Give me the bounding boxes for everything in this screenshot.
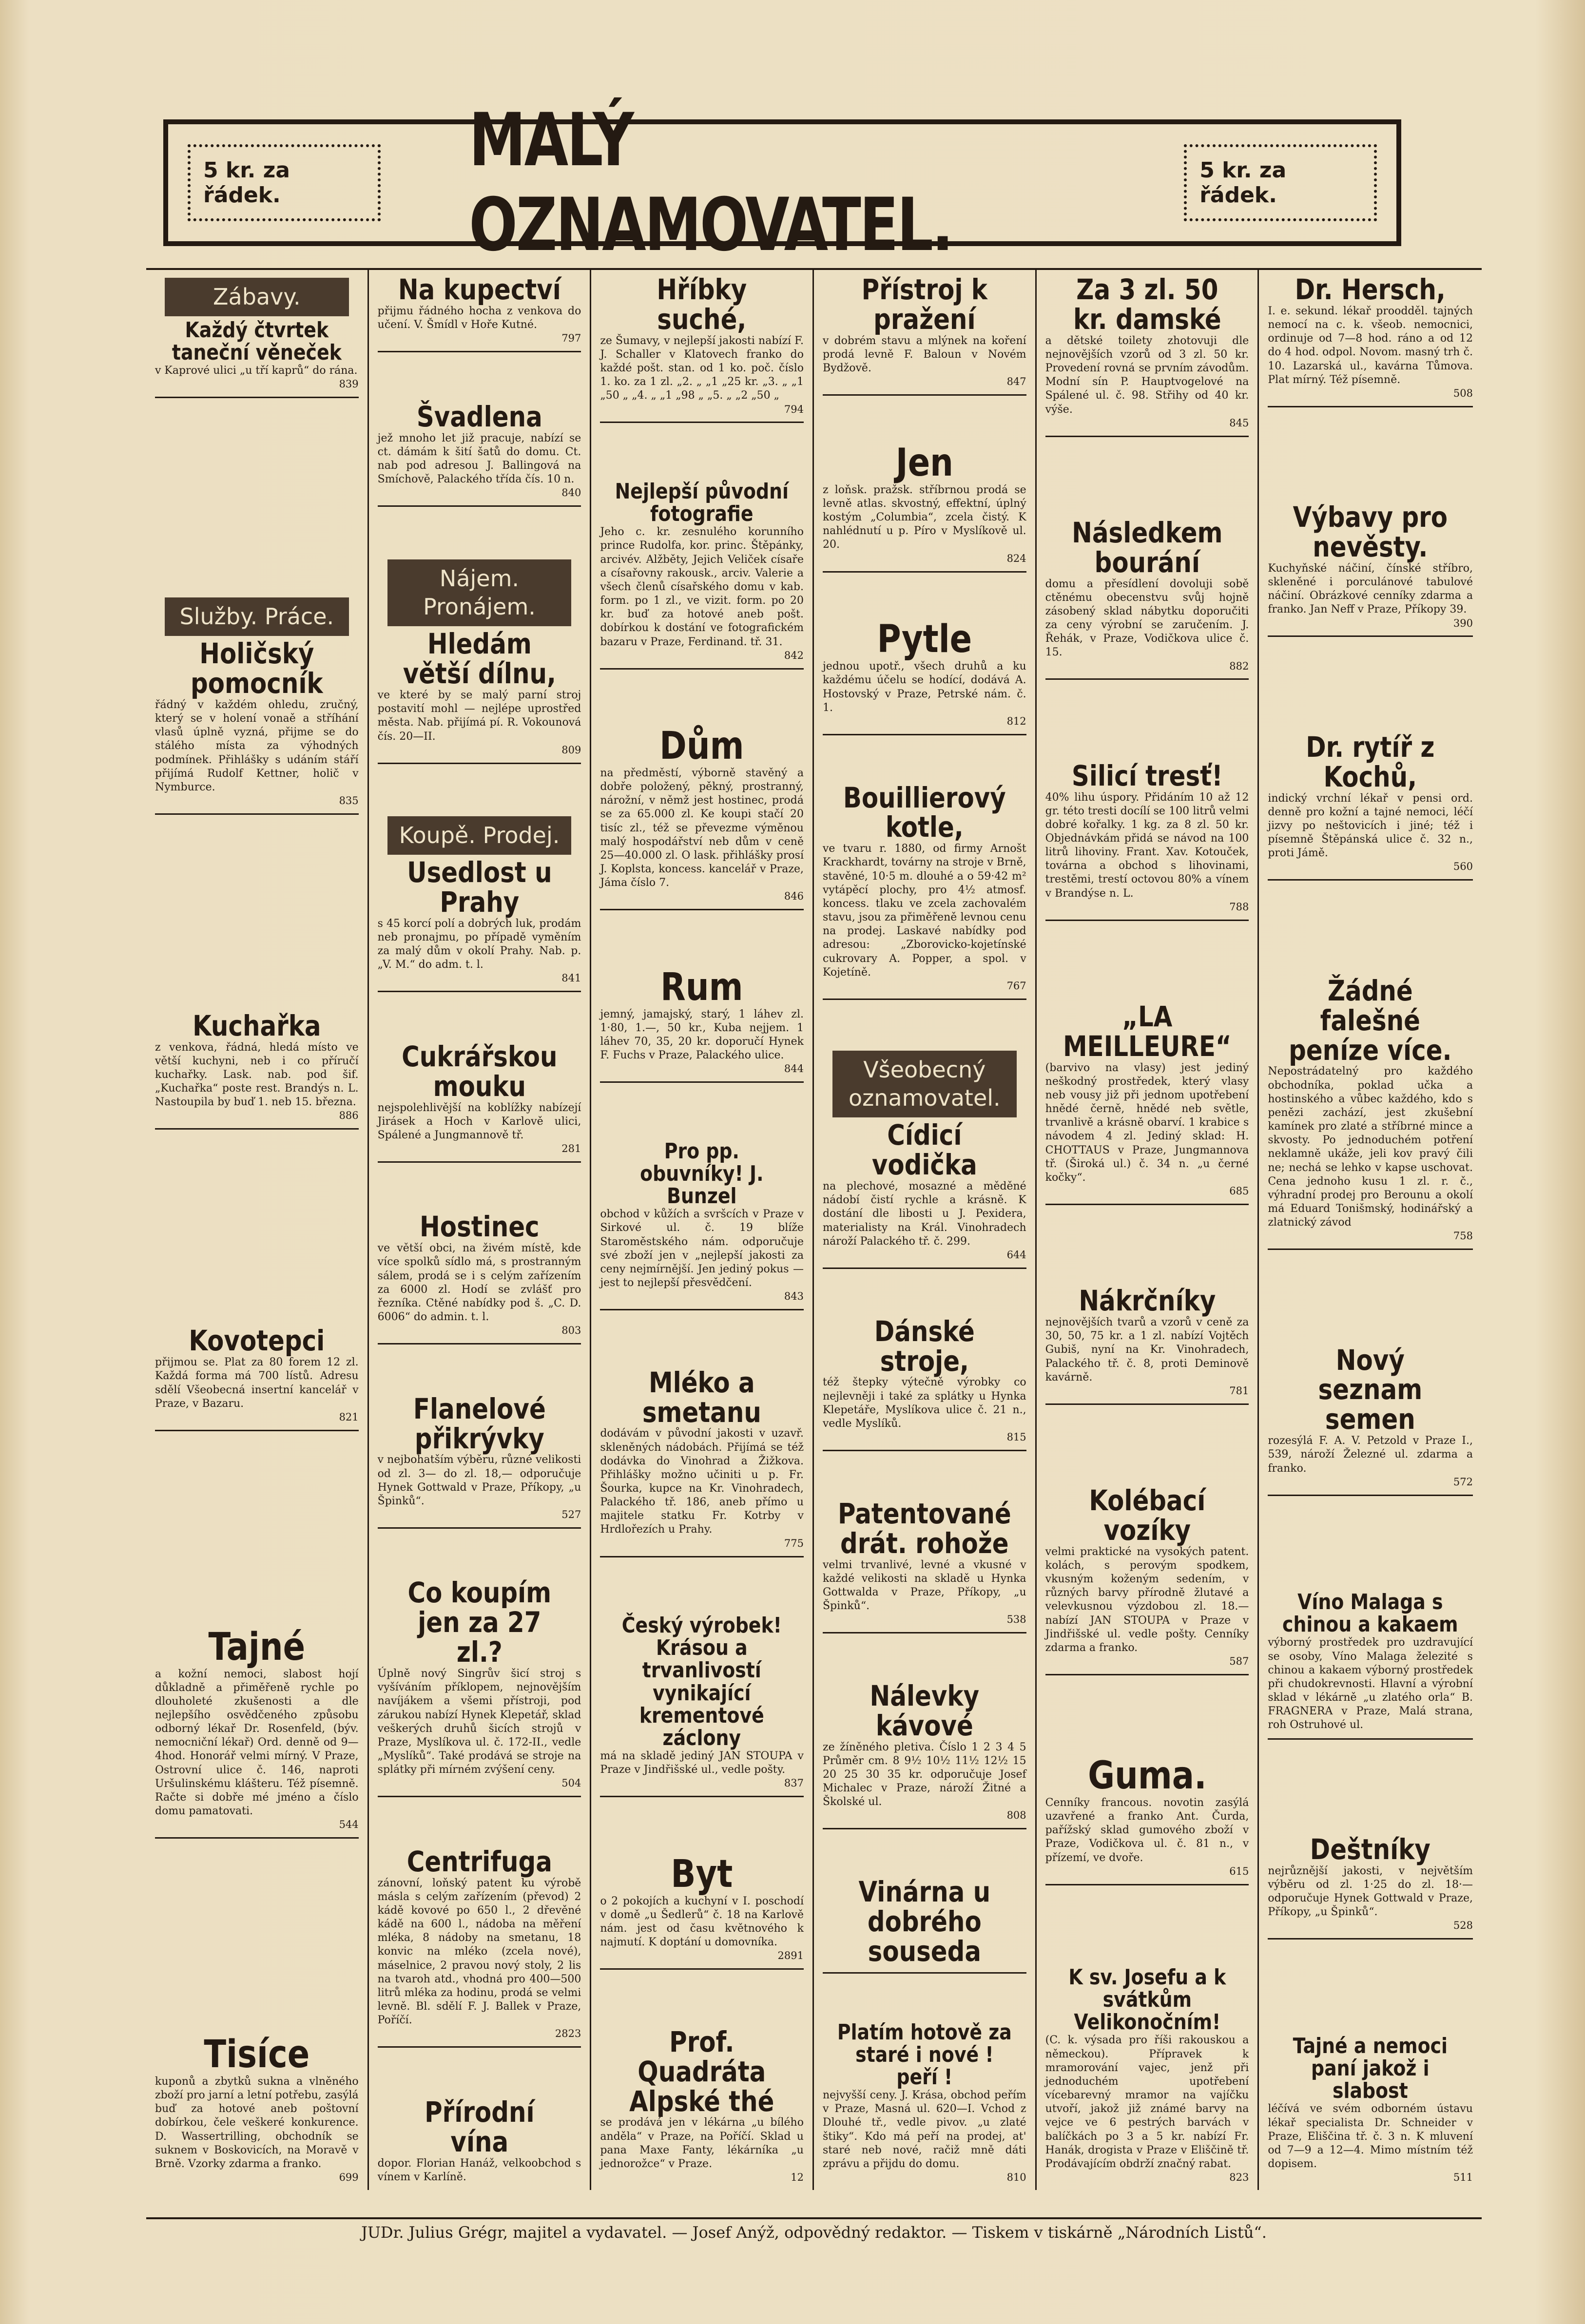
ad-number: 847: [1006, 376, 1026, 388]
ad-body: nejspolehlivější na koblížky nabízejí Jirásek a Hoch v Karlově ulici, Spálené a Jungmannově tř.: [377, 1101, 581, 1141]
ad-body: nejrůznější jakosti, v největším výběru od zl. 1·25 do zl. 18·— odporučuje Hynek Gottwald v Praze, Příkopy, „u Špinků“.: [1268, 1864, 1473, 1919]
classified-ad: [378, 552, 581, 764]
ad-number: 882: [1229, 660, 1249, 672]
classified-ad: [823, 1494, 1026, 1633]
ad-headline: Přírodní vína: [424, 2095, 535, 2158]
ad-body: přijmou se. Plat za 80 forem 12 zl. Každá forma má 700 lístů. Adresu sdělí Všeobecná insertní kancelář v Praze, v Bazaru.: [155, 1356, 359, 1410]
ad-headline: Tajné: [208, 1625, 306, 1669]
ad-headline: Hledám větší dílnu,: [403, 627, 556, 691]
ad-body: jemný, jamajský, starý, 1 láhev zl. 1·80, 1.—, 50 kr., Kuba nejjem. 1 láhev 70, 35, 20 kr. doporučí Hynek F. Fuchs v Praze, Palackého ulice.: [600, 1008, 804, 1062]
column-3: [591, 270, 814, 2190]
classified-ad: [823, 615, 1026, 735]
imprint-footer: JUDr. Julius Grégr, majitel a vydavatel. — Josef Anýž, odpovědný redaktor. — Tiskem v tiskárně „Národních Listů“.: [146, 2217, 1482, 2247]
classified-ad: [823, 1872, 1026, 1974]
ad-number: 845: [1229, 417, 1249, 429]
ad-number: 511: [1453, 2171, 1473, 2184]
classified-ad: [378, 1037, 581, 1163]
ad-number: 803: [561, 1325, 581, 1337]
column-1: [146, 270, 369, 2190]
ad-number: 844: [784, 1063, 804, 1075]
ad-headline: Tajné a nemoci paní jakož i slabost: [1293, 2033, 1448, 2104]
classified-ad: [823, 778, 1026, 1000]
classified-ad: [378, 1573, 581, 1797]
ad-number: 823: [1229, 2171, 1249, 2184]
ad-headline: Rum: [660, 965, 743, 1009]
ad-headline: Za 3 zl. 50 kr. damské: [1073, 273, 1221, 336]
column-6: [1259, 270, 1482, 2190]
ad-headline: Víno Malaga s chinou a kakaem: [1282, 1590, 1458, 1637]
ad-body: kuponů a zbytků sukna a vlněného zboží pro jarní a letní potřebu, zasýlá buď za hotové aneb poštovní dobírkou, čele veškeré konkurence. D. Wassertrilling, obchodník se suknem v Boskovicích, na Moravě v Brně. Vzorky zdarma a franko.: [155, 2075, 359, 2170]
classified-ad: [1268, 270, 1473, 407]
ad-number: 767: [1006, 980, 1026, 992]
ad-number: 544: [339, 1819, 359, 1831]
ad-body: Jeho c. kr. zesnulého korunního prince Rudolfa, kor. princ. Štěpánky, arcivév. Alžběty, Jejich Veliček císaře a císařovny rakousk., arciv. Valerie a všech členů císařského domu v kab. form. po 1 zl., ve vizit. form. po 20 kr. buď za hotové aneb pošt. dobírkou k dostání ve fotografickém bazaru v Praze, Ferdinand. tř. 31.: [600, 526, 804, 648]
classified-ad: [823, 270, 1026, 396]
classified-ad: [155, 1006, 359, 1130]
ad-headline: K sv. Josefu a k svátkům Velikonočním!: [1068, 1964, 1226, 2035]
classified-ad: [600, 270, 804, 423]
ad-body: výborný prostředek pro uzdravující se osoby, Víno Malaga železité s chinou a kakaem výborný prostředek při chudokrevnosti. Hlavní a výrobní sklad v lékárně „u zlatého orla“ B. FRAGNERA v Praze, Malá strana, roh Ostruhové ul.: [1268, 1636, 1473, 1731]
ad-headline: Dr. Hersch,: [1295, 273, 1446, 306]
ad-headline: Následkem bourání: [1071, 516, 1223, 579]
ad-headline: Kuchařka: [193, 1009, 321, 1042]
classified-ad: [378, 270, 581, 352]
ad-body: rozesýlá F. A. V. Petzold v Praze I., 539, nároží Železné ul. zdarma a franko.: [1268, 1435, 1473, 1475]
ad-body: nejnovějších tvarů a vzorů v ceně za 30, 50, 75 kr. a 1 zl. nabízí Vojtěch Gubiš, nyní na Kr. Vinohradech, Palackého tř. č. 8, proti Deminově kavárně.: [1045, 1316, 1249, 1383]
section-title: MALÝ OZNAMOVATEL.: [469, 98, 952, 268]
ad-body: s 45 korcí polí a dobrých luk, prodám neb pronajmu, po případě vyměním za malý dům v okolí Prahy. Nab. p. „V. M.“ do adm. t. l.: [377, 917, 581, 971]
ad-body: na předměstí, výborně stavěný a dobře položený, pěkný, prostranný, nárožní, v němž jest hostinec, prodá se za 65.000 zl. Ke koupi stačí 20 tisíc zl., též se převezme výměnou malý hospodářství neb dům v ceně 25—40.000 zl. O lask. přihlášky prosí J. Koplsta, koncess. kancelář v Praze, Jáma číslo 7.: [600, 767, 804, 889]
ad-number: 699: [339, 2171, 359, 2184]
classified-ad: [823, 1043, 1026, 1269]
ad-headline: Holičský pomocník: [191, 637, 323, 700]
ad-headline: Nový seznam semen: [1318, 1343, 1423, 1436]
ad-body: (barvivo na vlasy) jest jediný neškodný prostředek, který vlasy neb vousy již při jednom upotřebení hnědé černě, hnědé neb světle, trvanlivě a krásně obarví. 1 krabice s návodem 4 zl. Jediný sklad: H. CHOTTAUS v Praze, Jungmannova tř. (Široká ul.) č. 34 n. „u černé kočky“.: [1045, 1061, 1249, 1184]
ad-body: Úplně nový Singrův šicí stroj s vyšíváním příklopem, nejnovějším navíjákem a všemi přístroji, pod zárukou nabízí Hynek Klepetář, sklad veškerých druhů šicích strojů v Praze, Myslíkova ul. č. 172-II., vedle „Myslíků“. Také prodává se stroje na splátky při mírném zvýšení ceny.: [377, 1668, 581, 1776]
ad-headline: Guma.: [1087, 1754, 1207, 1798]
ad-headline: Každý čtvrtek taneční věneček: [172, 317, 342, 365]
ad-body: jednou upotř., všech druhů a ku každému účelu se hodící, dodává A. Hostovský v Praze, Petrské nám. č. 1.: [822, 660, 1026, 714]
ad-headline: Jen: [895, 441, 953, 485]
classified-ad: [823, 439, 1026, 573]
classified-ad: [600, 722, 804, 910]
ad-number: 886: [339, 1110, 359, 1122]
ad-headline: Vinárna u dobrého souseda: [858, 1875, 991, 1968]
classified-ad: [378, 397, 581, 507]
ad-number: 835: [339, 794, 359, 807]
ad-number: 528: [1453, 1920, 1473, 1932]
classified-ad: [155, 2030, 359, 2190]
ad-headline: Přístroj k pražení: [861, 273, 987, 336]
classified-ad: [823, 1312, 1026, 1451]
ad-body: ve tvaru r. 1880, od firmy Arnošt Krackhardt, továrny na stroje v Brně, stavěné, 10·5 m. dlouhé a o 59·42 m² vytápěcí plochy, pro 4½ atmosf. koncess. tlaku ve zcela zachovalém stavu, jsou za přiměřeně levnou cenu na prodej. Laskavé nabídky pod adresou: „Zborovicko-kojetínské cukrovary A. Popper, a spol. v Kojetíně.: [822, 843, 1026, 979]
ad-headline: Pytle: [877, 617, 972, 662]
ad-headline: Dánské stroje,: [874, 1314, 975, 1378]
classified-ad: [600, 963, 804, 1083]
ad-headline: Dr. rytíř z Kochů,: [1306, 730, 1435, 793]
ad-number: 587: [1229, 1655, 1249, 1668]
ad-body: z venkova, řádná, hledá místo ve větší kuchyni, neb i co příručí kuchařky. Lask. nab. pod šif. „Kuchařka“ poste rest. Brandýs n. L. Nastoupila by buď 1. neb 15. března.: [155, 1041, 359, 1109]
classified-ad: [1268, 1341, 1473, 1496]
classified-ad: [378, 808, 581, 992]
ad-headline: Cídicí vodička: [871, 1118, 977, 1182]
ad-headline: Prof. Quadráta Alpské thé: [629, 2025, 774, 2118]
ad-headline: Nálevky kávové: [870, 1679, 980, 1742]
ad-body: a kožní nemoci, slabost hojí důkladně a přiměřeně rychle po dlouholeté zkušenosti a dle nejlepšího osvědčeného způsobu odborný lékař Dr. Rosenfeld, (býv. nemocniční lékař) Ord. denně od 9—4hod. Honorář velmi mírný. V Praze, Ostrovní ulice č. 146, naproti Uršulinskému klášteru. Též písemně. Račte si dobře mé jméno a číslo domu pamatovati.: [155, 1668, 359, 1818]
ad-number: 508: [1453, 387, 1473, 399]
ad-headline: Co koupím jen za 27 zl.?: [407, 1576, 551, 1669]
ad-body: ve větší obci, na živém místě, kde více spolků sídlo má, s prostranným sálem, prodá se i s celým zařízením za 6000 zl. Hodí se zvlášť pro řezníka. Ctěné nabídky pod š. „C. D. 6006“ do admin. t. l.: [377, 1242, 581, 1324]
classified-ad: [823, 2017, 1026, 2190]
ad-headline: Centrifuga: [406, 1844, 552, 1878]
ad-headline: Platím hotově za staré i nové ! peří !: [837, 2019, 1012, 2090]
ad-body: 40% lihu úspory. Přidáním 10 až 12 gr. této tresti docílí se 100 litrů velmi dobré kořalky. 1 kg. za 8 zl. 50 kr. Objednávkám přidá se návod na 100 litrů lihoviny. Frant. Xav. Kotouček, továrna a obchod s lihovinami, trestěmi, trestí octovou 80% a vínem v Brandýse n. L.: [1045, 791, 1249, 900]
classified-ad: [600, 1610, 804, 1797]
ad-body: Kuchyňské náčiní, čínské stříbro, skleněné i porculánové tabulové náčiní. Obrázkové cenníky zdarma a franko. Jan Neff v Praze, Příkopy 39.: [1268, 562, 1473, 616]
ad-body: zánovní, loňský patent ku výrobě másla s celým zařízením (převod) 2 kádě kovové po 650 l., 2 dřevěné kádě na 600 l., nádoba na měření mléka, 8 nádoby na smetanu, 18 konvic na mléko (zcela nové), máselnice, 2 pravou nový stoly, 2 lis na tvaroh atd., vhodná pro 400—500 litrů mléka za hodinu, prodá se velmi levně. Bl. sdělí F. J. Ballek v Praze, Poříčí.: [377, 1877, 581, 2027]
ad-headline: Dům: [659, 724, 744, 768]
classified-ad: [378, 1842, 581, 2048]
classified-ad: [378, 1389, 581, 1529]
ad-body: v Kaprové ulici „u tří kaprů“ do rána.: [155, 365, 358, 377]
ad-number: 815: [1006, 1431, 1026, 1443]
ad-body: velmi trvanlivé, levné a vkusné v každé velikosti na skladě u Hynka Gottwalda v Praze, Příkopy, „u Špinků“.: [822, 1558, 1026, 1612]
ad-number: 572: [1453, 1476, 1473, 1488]
ad-headline: Patentované drát. rohože: [837, 1497, 1011, 1560]
classified-columns: [146, 268, 1482, 2190]
classified-ad: [600, 1363, 804, 1557]
ad-body: I. e. sekund. lékař proodděl. tajných nemocí na c. k. všeob. nemocnici, ordinuje od 7—8 hod. ráno a od 12 do 4 hod. odpol. Novom. masný trh č. 10. Lazarská ul., kavárna Tůmova. Plat mírný. Též písemně.: [1268, 305, 1473, 386]
classified-ad: [823, 1676, 1026, 1829]
ad-headline: Pro pp. obuvníky! J. Bunzel: [640, 1138, 764, 1209]
ad-body: ze žíněného pletiva. Číslo 1 2 3 4 5 Průměr cm. 8 9½ 10½ 11½ 12½ 15 20 25 30 35 kr. odporučuje Josef Michalec v Praze, nároží Žitné a Školské ul.: [822, 1741, 1026, 1808]
masthead: [163, 98, 1401, 268]
ad-headline: Nejlepší původní fotografie: [615, 479, 789, 527]
classified-ad: [1268, 1586, 1473, 1739]
ad-headline: Kolébací vozíky: [1088, 1483, 1205, 1547]
ad-number: 560: [1453, 861, 1473, 873]
ad-body: ze Šumavy, v nejlepší jakosti nabízí F. J. Schaller v Klatovech franko do každé pošt. stan. od 1 ko. poč. číslo 1. ko. za 1 zl. „2. „ „1 „25 kr. „3. „ „1 „50 „ „4. „ „1 „98 „ „5. „ „2 „50 „: [600, 334, 804, 402]
ad-number: 685: [1229, 1185, 1249, 1197]
classified-ad: [1045, 997, 1249, 1205]
classified-ad: [1045, 1961, 1249, 2190]
classified-ad: [1268, 728, 1473, 881]
ad-body: na plechové, mosazné a měděné nádobí čistí rychle a krásně. K dostání dle libosti u J. Pexidera, materialisty na Král. Vinohradech nároží Palackého tř. č. 299.: [822, 1180, 1026, 1248]
classified-ad: [1045, 1751, 1249, 1885]
classified-ad: [155, 270, 359, 398]
ad-headline: Na kupectví: [398, 273, 561, 306]
ad-number: 824: [1006, 552, 1026, 564]
ad-number: 846: [784, 890, 804, 903]
ad-body: léčívá ve svém odborném ústavu lékař specialista Dr. Schneider v Praze, Eliščina tř. č. 3 n. K mluvení od 7—9 a 12—4. Mimo místním též dopisem.: [1268, 2103, 1473, 2170]
price-badge-left: 5 kr. za řádek.: [188, 144, 381, 221]
column-4: [814, 270, 1037, 2190]
ad-body: nejvyšší ceny. J. Krása, obchod peřím v Praze, Masná ul. 620—I. Vchod z Dlouhé tř., vedle pivov. „u zlaté štiky“. Kdo má peří na prodej, at' staré neb nové, račiž mně dáti zprávu a přijdu do domu.: [822, 2089, 1026, 2170]
ad-body: indický vrchní lékař v pensi ord. denně pro kožní a tajné nemoci, léčí jizvy po neštovicích i jiné; též i písemně Štěpánská ulice č. 32 n., proti Jámě.: [1268, 792, 1473, 860]
classified-ad: [1045, 513, 1249, 680]
ad-body: domu a přesídlení dovoluji sobě ctěnému obecenstvu svůj hojně zásobený sklad nábytku doporučiti za ceny výrobní se zaručením. J. Řehák, v Praze, Vodičkova ulice č. 15.: [1045, 577, 1249, 659]
ad-headline: Nákrčníky: [1078, 1284, 1216, 1318]
ad-body: přijmu řádného hocha z venkova do učení. V. Šmídl v Hoře Kutné.: [377, 305, 581, 331]
ad-body: Nepostrádatelný pro každého obchodníka, poklad učka a hostinského a vůbec každého, kdo s penězi zachází, jest zkušební kamínek pro zlaté a stříbrné mince a skvosty. Po jednoduchém potření neklamně ukáže, jeli kov pravý čili ne; nechá se lehko v kapse uschovat. Cena jednoho kusu 1 zl. r. č., výhradní prodej pro Berounu a okolí má Eduard Tonišmský, hodinářský a zlatnický závod: [1268, 1065, 1473, 1229]
classified-ad: [600, 476, 804, 670]
ad-body: a dětské toilety zhotovuji dle nejnovějších vzorů od 3 zl. 50 kr. Provedení rovná se prvním závodům. Modní sín P. Hauptvogelové na Spálené ul. č. 98. Střihy od 40 kr. výše.: [1045, 334, 1249, 416]
ad-headline: Usedlost u Prahy: [406, 855, 552, 919]
column-5: [1037, 270, 1259, 2190]
ad-headline: Mléko a smetanu: [642, 1365, 762, 1429]
ad-headline: Žádné falešné peníze více.: [1289, 974, 1452, 1067]
ad-number: 810: [1006, 2171, 1026, 2184]
classified-ad: [155, 590, 359, 815]
classified-ad: [1045, 270, 1249, 437]
ad-headline: Byt: [671, 1852, 733, 1896]
section-banner: Koupě. Prodej.: [387, 816, 572, 855]
ad-body: dopor. Florian Hanáž, velkoobchod s vínem v Karlíně.: [377, 2157, 581, 2183]
ad-body: (C. k. výsada pro říši rakouskou a německou). Přípravek k mramorování vajec, jenž při jednoduchém upotřebení vícebarevný mramor na vajíčku utvoří, jakož již známé barvy na vejce ve 6 pestrých barvách v balíčkách po 3 a 5 kr. nabízí Fr. Hanák, drogista v Praze v Eliščině tř. Prodávajícím obdrží značný rabat.: [1045, 2034, 1249, 2170]
ad-body: obchod v kůžích a svršcích v Praze v Sirkové ul. č. 19 blíže Staroměstského nám. odporučuje své zboží jen v „nejlepší jakosti za ceny nejmírnější. Jen jediný pokus — jest to nejlepší přesvědčení.: [600, 1208, 804, 1289]
ad-body: ve které by se malý parní stroj postavití mohl — nejlépe uprostřed města. Nab. přijímá pí. R. Vokounová čís. 20—II.: [377, 689, 581, 743]
classified-ad: [600, 1135, 804, 1310]
ad-headline: Silicí tresť!: [1071, 759, 1223, 792]
ad-body: Cenníky francous. novotin zasýlá uzavřené a franko Ant. Čurda, pařížský sklad gumového zboží v Praze, Vodičkova ul. č. 81 n., v přízemí, ve dvoře.: [1045, 1797, 1249, 1864]
ad-number: 781: [1229, 1384, 1249, 1397]
ad-number: 809: [561, 744, 581, 756]
ad-body: též štepky výtečně výrobky co nejlevněji i také za splátky u Hynka Klepetáře, Myslíkova ulice č. 21 n., vedle Myslíků.: [822, 1376, 1026, 1430]
ad-headline: Výbavy pro nevěsty.: [1293, 500, 1448, 564]
ad-body: velmi praktické na vysokých patent. kolách, s perovým spodkem, vkusným koženým sedením, v různých barvy přírodně žlutavé a velevkusnou výzdobou zl. 18.— nabízí JAN STOUPA v Praze v Jindřišské ul. vedle pošty. Cenníky zdarma a franko.: [1045, 1545, 1249, 1654]
classified-ad: [378, 1207, 581, 1344]
ad-number: 527: [561, 1509, 581, 1521]
classified-ad: [155, 1321, 359, 1431]
section-banner: Nájem. Pronájem.: [387, 559, 572, 627]
ad-number: 2891: [777, 1950, 804, 1962]
classified-ad: [1045, 1481, 1249, 1675]
ad-headline: Tisíce: [204, 2033, 310, 2077]
classified-ad: [1268, 498, 1473, 637]
ad-number: 840: [561, 487, 581, 499]
section-banner: Všeobecný oznamovatel.: [832, 1051, 1017, 1118]
ad-headline: Cukrářskou mouku: [401, 1039, 558, 1103]
ad-headline: Bouillierový kotle,: [843, 781, 1006, 844]
ad-number: 794: [784, 403, 804, 415]
ad-body: z loňsk. pražsk. stříbrnou prodá se levně atlas. skvostný, effektní, úplný kostým „Columbia“, zcela čistý. K nahlédnutí u p. Píro v Myslíkově ul. 20.: [822, 483, 1026, 551]
ad-number: 281: [561, 1143, 581, 1155]
ad-number: 758: [1453, 1230, 1473, 1242]
ad-headline: Deštníky: [1310, 1832, 1431, 1866]
classified-ad: [1045, 1281, 1249, 1405]
ad-number: 788: [1229, 901, 1249, 913]
ad-number: 842: [784, 649, 804, 661]
classified-ad: [1268, 971, 1473, 1250]
ad-body: se prodává jen v lékárna „u bílého anděla“ v Praze, na Poříčí. Sklad u pana Maxe Fanty, lékárníka „u jednorožce“ v Praze.: [600, 2116, 804, 2170]
ad-headline: Flanelové přikrývky: [413, 1392, 546, 1455]
ad-headline: Český výrobek! Krásou a trvanlivostí vynikající krementové záclony: [622, 1613, 782, 1750]
section-banner: Zábavy.: [165, 278, 349, 316]
ad-number: 821: [339, 1411, 359, 1423]
classified-ad: [1268, 1830, 1473, 1940]
ad-body: dodávám v původní jakosti v uzavř. skleněných nádobách. Přijímá se též dodávka do Vinohrad a Žižkova. Přihlášky možno učiniti u p. Fr. Šourka, kupce na Kr. Vinohradech, Palackého tř. 186, aneb přímo u majitele statku Fr. Kotrby v Hrdlořezích u Prahy.: [600, 1427, 804, 1536]
ad-body: o 2 pokojích a kuchyní v I. poschodí v domě „u Šedlerů“ č. 18 na Karlově nám. jest od času květnového k najmutí. K doptání u domovníka.: [600, 1895, 804, 1949]
classified-ad: [600, 1850, 804, 1970]
ad-number: 775: [784, 1537, 804, 1549]
ad-number: 390: [1453, 617, 1473, 629]
ad-number: 808: [1006, 1809, 1026, 1822]
classified-ad: [378, 2093, 581, 2190]
column-2: [369, 270, 592, 2190]
classified-ad: [600, 2022, 804, 2190]
ad-number: 839: [339, 378, 359, 390]
ad-number: 797: [561, 332, 581, 345]
ad-body: řádný v každém ohledu, zručný, který se v holení vonaě a stříhání vlasů úplně vyzná, přijme se do stálého místa za výhodných podmínek. Přihlášky s udáním stáří přijímá Rudolf Kettner, holič v Nymburce.: [155, 698, 359, 793]
ad-number: 837: [784, 1777, 804, 1789]
ad-number: 615: [1229, 1865, 1249, 1877]
ad-number: 504: [561, 1777, 581, 1789]
ad-body: v dobrém stavu a mlýnek na koření prodá levně F. Baloun v Novém Bydžově.: [822, 334, 1026, 375]
ad-headline: Švadlena: [416, 400, 542, 433]
ad-number: 538: [1006, 1613, 1026, 1626]
ad-number: 843: [784, 1290, 804, 1303]
ad-headline: Hostinec: [419, 1210, 540, 1244]
ad-body: jež mnoho let již pracuje, nabízí se ct. dámám k šití šatů do domu. Ct. nab pod adresou J. Ballingová na Smíchově, Palackého třída čís. 10 n.: [377, 432, 581, 485]
classified-ad: [1045, 756, 1249, 921]
ad-number: 644: [1006, 1248, 1026, 1261]
classified-ad: [155, 1623, 359, 1839]
ad-headline: „LA MEILLEURE“: [1063, 999, 1232, 1063]
ad-number: 2823: [555, 2028, 581, 2040]
section-banner: Služby. Práce.: [165, 597, 349, 636]
ad-headline: Kovotepci: [189, 1324, 325, 1358]
ad-number: 812: [1006, 715, 1026, 727]
ad-number: 841: [561, 972, 581, 984]
ad-body: v nejbohatším výběru, různé velikosti od zl. 3— do zl. 18,— odporučuje Hynek Gottwald v Praze, Příkopy, „u Špinků“.: [377, 1454, 581, 1507]
ad-body: má na skladě jediný JAN STOUPA v Praze v Jindřišské ul., vedle pošty.: [600, 1750, 804, 1776]
ad-headline: Hříbky suché,: [657, 273, 747, 336]
price-badge-right: 5 kr. za řádek.: [1184, 144, 1377, 221]
ad-number: 12: [791, 2171, 804, 2184]
classified-ad: [1268, 2030, 1473, 2190]
